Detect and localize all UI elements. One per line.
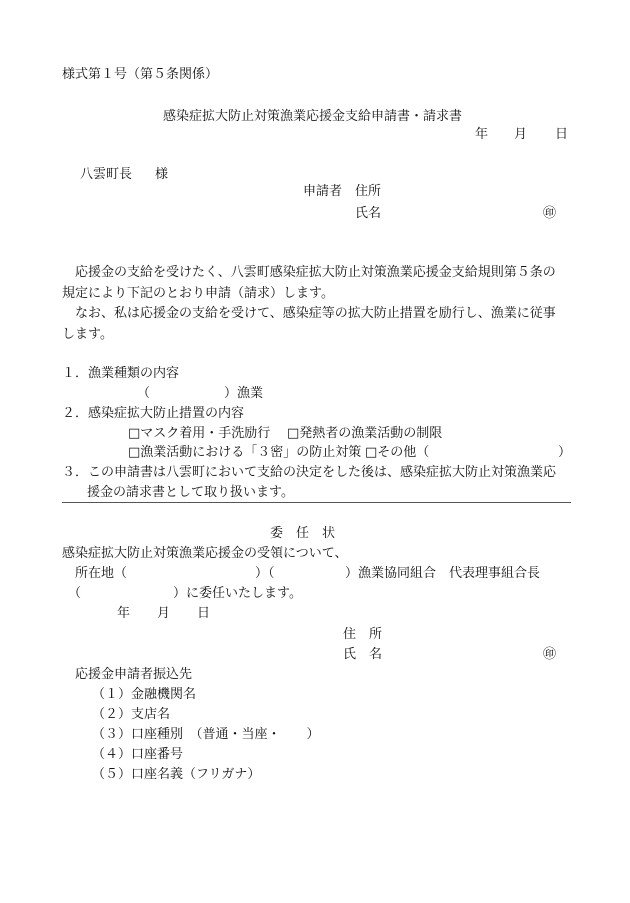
- paragraph-2-line-1: なお、私は応援金の支給を受けて、感染症等の拡大防止措置を励行し、漁業に従事: [75, 306, 556, 321]
- applicant-name-label: 氏名: [355, 206, 382, 221]
- applicant-label: 申請者: [303, 184, 343, 199]
- applicant-address-label: 住所: [355, 184, 382, 199]
- bank-item-account-holder: （５）口座名義（フリガナ）: [92, 767, 261, 782]
- proxy-date-month: 月: [157, 606, 171, 621]
- proxy-seal-mark: ㊞: [543, 647, 557, 662]
- proxy-name-label: 氏 名: [343, 647, 383, 662]
- proxy-address-label: 住 所: [343, 627, 383, 642]
- paragraph-1-line-1: 応援金の支給を受けたく、八雲町感染症拡大防止対策漁業応援金支給規則第５条の: [75, 265, 556, 280]
- section-divider: [62, 502, 571, 503]
- proxy-date-day: 日: [197, 606, 211, 621]
- form-title: 感染症拡大防止対策漁業応援金支給申請書・請求書: [163, 109, 463, 124]
- addressee-honorific: 様: [155, 167, 169, 182]
- paragraph-2-line-2: します。: [62, 327, 113, 342]
- checkbox-three-cs[interactable]: □漁業活動における「３密」の防止対策: [128, 445, 362, 460]
- item-1-paren-open: （: [137, 386, 151, 401]
- proxy-entrust-text: ）に委任いたします。: [173, 586, 302, 601]
- item-3-line-1: ３．この申請書は八雲町において支給の決定をした後は、感染症拡大防止対策漁業応: [62, 465, 557, 480]
- bank-item-account-type: （３）口座種別 （普通・当座・ ）: [92, 727, 320, 742]
- checkbox-fever-restriction[interactable]: □発熱者の漁業活動の制限: [287, 426, 443, 441]
- item-1-paren-close: ）漁業: [224, 386, 264, 401]
- item-2-label: ２．感染症拡大防止措置の内容: [62, 406, 245, 421]
- paragraph-1-line-2: 規定により下記のとおり申請（請求）します。: [62, 286, 334, 301]
- proxy-association: ）漁業協同組合 代表理事組合長: [345, 566, 541, 581]
- date-year-label: 年: [475, 127, 489, 142]
- item-1-label: １．漁業種類の内容: [62, 366, 180, 381]
- date-month-label: 月: [514, 127, 528, 142]
- proxy-title: 委 任 状: [270, 526, 336, 541]
- date-day-label: 日: [555, 127, 569, 142]
- checkbox-other[interactable]: □その他（: [365, 445, 430, 460]
- proxy-paren-open: （: [68, 586, 82, 601]
- checkbox-mask-handwash[interactable]: □マスク着用・手洗励行: [128, 426, 271, 441]
- applicant-seal-mark: ㊞: [543, 206, 557, 221]
- proxy-location-close: ）（: [255, 566, 275, 581]
- bank-item-account-number: （４）口座番号: [92, 747, 184, 762]
- item-3-line-2: 援金の請求書として取り扱います。: [87, 485, 294, 500]
- bank-item-institution: （１）金融機関名: [92, 687, 197, 702]
- other-paren-close: ）: [558, 445, 572, 460]
- proxy-location-label: 所在地（: [75, 566, 128, 581]
- proxy-date-year: 年: [117, 606, 131, 621]
- bank-item-branch: （２）支店名: [92, 707, 171, 722]
- bank-heading: 応援金申請者振込先: [75, 667, 193, 682]
- form-number: 様式第１号（第５条関係）: [62, 67, 219, 82]
- proxy-line-1: 感染症拡大防止対策漁業応援金の受領について、: [62, 546, 348, 561]
- addressee-name: 八雲町長: [80, 167, 133, 182]
